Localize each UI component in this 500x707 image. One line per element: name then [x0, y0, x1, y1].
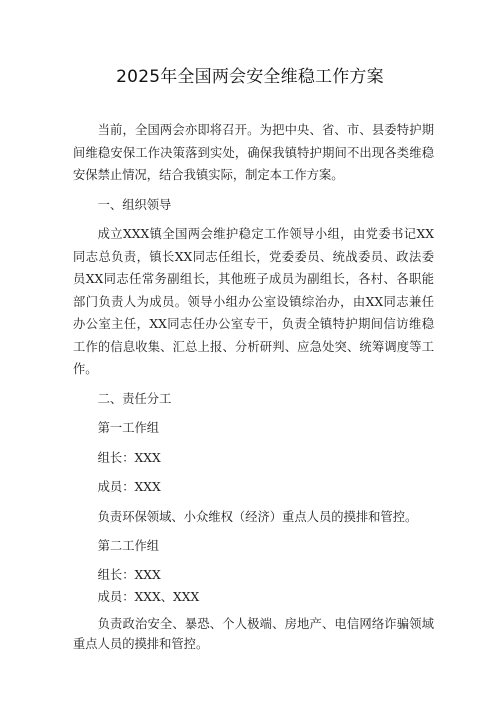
- paragraph-intro: 当前，全国两会亦即将召开。为把中央、省、市、县委特护期间维稳安保工作决策落到实处，确保我镇特护期间不出现各类维稳安保禁止情况，结合我镇实际，制定本工作方案。: [73, 123, 434, 182]
- heading-responsibilities: 二、责任分工: [97, 391, 172, 406]
- group-1-members: 成员：XXX: [97, 480, 161, 494]
- paragraph-organization: 成立XXX镇全国两会维护稳定工作领导小组，由党委书记XX同志总负责，镇长XX同志任组长，党委委员、统战委员、政法委员XX同志任常务副组长，其他班子成员为副组长，各村、各职能部门负责人为成员。领导小组办公室设镇综治办，由XX同志兼任办公室主任，XX同志任办公室专干，负责全镇特护期间信访维稳工作的信息收集、汇总上报、分析研判、应急处突、统筹调度等工作。: [73, 227, 434, 376]
- heading-organization: 一、组织领导: [97, 197, 172, 212]
- document-title: 2025年全国两会安全维稳工作方案: [116, 67, 384, 87]
- group-2-duty: 负责政治安全、暴恐、个人极端、房地产、电信网络诈骗领域重点人员的摸排和管控。: [73, 616, 434, 651]
- group-2-title: 第二工作组: [97, 539, 160, 553]
- group-2-leader: 组长：XXX: [97, 567, 161, 582]
- group-1-duty: 负责环保领域、小众维权（经济）重点人员的摸排和管控。: [97, 509, 418, 524]
- group-1-title: 第一工作组: [97, 421, 160, 435]
- group-2-members: 成员：XXX、XXX: [97, 589, 200, 604]
- document-body: [73, 119, 434, 654]
- group-1-leader: 组长：XXX: [97, 450, 161, 465]
